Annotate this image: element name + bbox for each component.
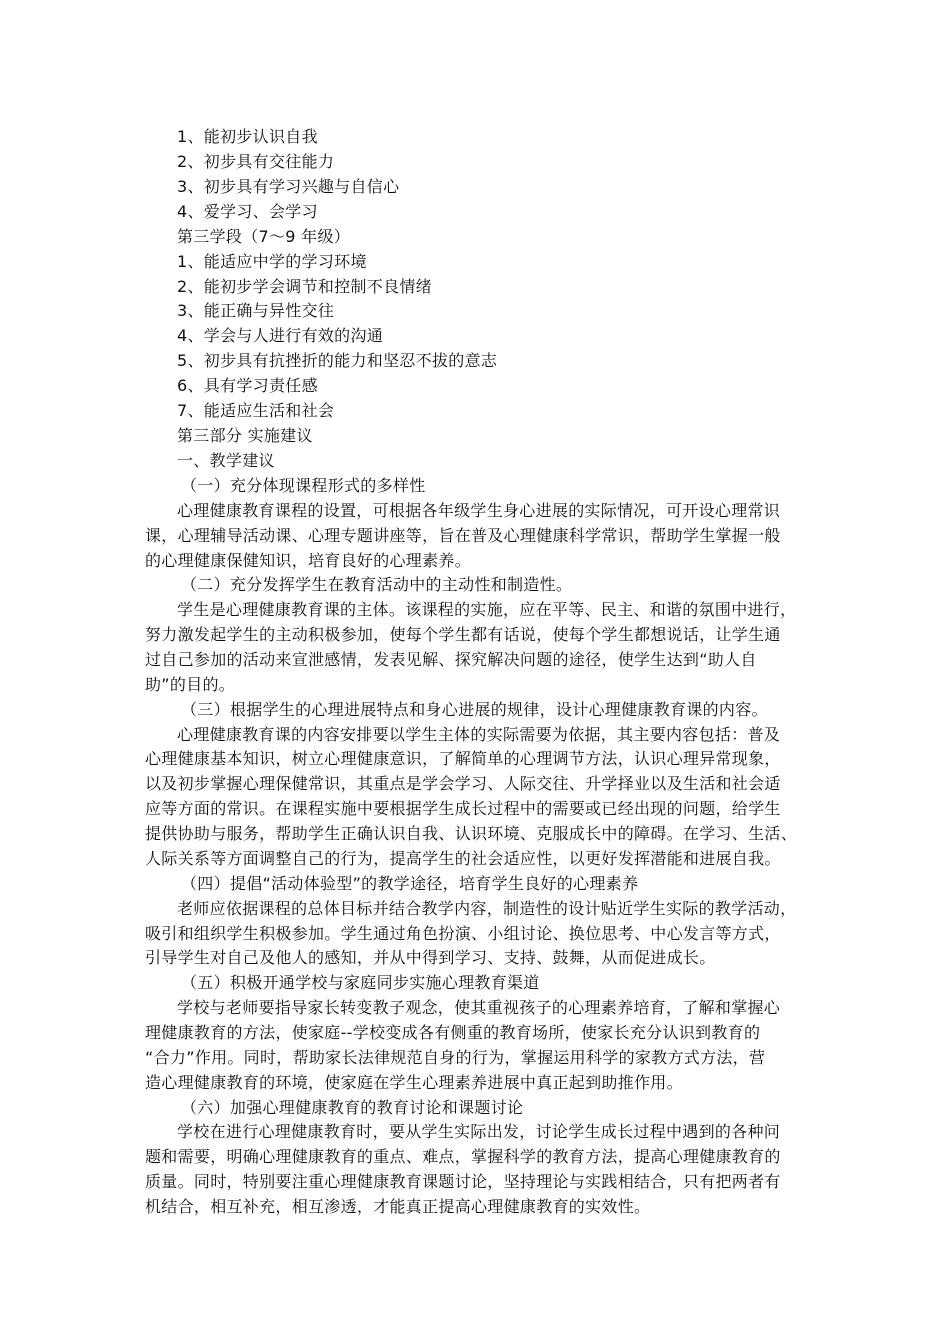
paragraph-line: 题和需要，明确心理健康教育的重点、难点，掌握科学的教育方法，提高心理健康教育的 — [145, 1147, 781, 1166]
paragraph-line: 心理健康基本知识，树立心理健康意识，了解简单的心理调节方法，认识心理异常现象， — [145, 749, 781, 768]
paragraph-line: 心理健康教育课程的设置，可根据各年级学生身心进展的实际情况，可开设心理常识 — [177, 501, 781, 520]
paragraph-line: 学校与老师要指导家长转变教子观念，使其重视孩子的心理素养培育，了解和掌握心 — [177, 998, 781, 1017]
paragraph-line: 应等方面的常识。在课程实施中要根据学生成长过程中的需要或已经出现的问题，给学生 — [145, 799, 781, 818]
paragraph-line: 质量。同时，特别要注重心理健康教育课题讨论，坚持理论与实践相结合，只有把两者有 — [145, 1172, 781, 1191]
paragraph-line: 造心理健康教育的环境，使家庭在学生心理素养进展中真正起到助推作用。 — [145, 1073, 683, 1092]
part-heading: 第三部分 实施建议 — [177, 426, 313, 445]
list-item: 3、能正确与异性交往 — [177, 301, 335, 320]
paragraph-line: 努力激发起学生的主动积极参加，使每个学生都有话说，使每个学生都想说话，让学生通 — [145, 625, 781, 644]
paragraph-line: 吸引和组织学生积极参加。学生通过角色扮演、小组讨论、换位思考、中心发言等方式， — [145, 924, 781, 943]
list-item: 5、初步具有抗挫折的能力和坚忍不拔的意志 — [177, 351, 498, 370]
subsection-heading: （一）充分体现课程形式的多样性 — [181, 476, 426, 495]
section-heading: 一、教学建议 — [177, 451, 275, 470]
stage-heading: 第三学段（7～9 年级） — [177, 227, 351, 246]
paragraph-line: 以及初步掌握心理保健常识，其重点是学会学习、人际交往、升学择业以及生活和社会适 — [145, 774, 781, 793]
subsection-heading: （四）提倡“活动体验型”的教学途径，培育学生良好的心理素养 — [181, 874, 639, 893]
paragraph-line: 人际关系等方面调整自己的行为，提高学生的社会适应性，以更好发挥潜能和进展自我。 — [145, 849, 781, 868]
paragraph-line: 学生是心理健康教育课的主体。该课程的实施，应在平等、民主、和谐的氛围中进行， — [177, 600, 797, 619]
paragraph-line: 的心理健康保健知识，培育良好的心理素养。 — [145, 551, 472, 570]
list-item: 3、初步具有学习兴趣与自信心 — [177, 177, 400, 196]
list-item: 7、能适应生活和社会 — [177, 401, 335, 420]
paragraph-line: 心理健康教育课的内容安排要以学生主体的实际需要为依据，其主要内容包括：普及 — [177, 725, 781, 744]
paragraph-line: 机结合，相互补充，相互渗透，才能真正提高心理健康教育的实效性。 — [145, 1197, 651, 1216]
paragraph-line: 学校在进行心理健康教育时，要从学生实际出发，讨论学生成长过程中遇到的各种问 — [177, 1122, 781, 1141]
paragraph-line: 提供协助与服务，帮助学生正确认识自我、认识环境、克服成长中的障碍。在学习、生活、 — [145, 824, 798, 843]
list-item: 1、能初步认识自我 — [177, 127, 318, 146]
paragraph-line: 引导学生对自己及他人的感知，并从中得到学习、支持、鼓舞，从而促进成长。 — [145, 948, 716, 967]
list-item: 2、初步具有交往能力 — [177, 152, 335, 171]
list-item: 2、能初步学会调节和控制不良情绪 — [177, 277, 432, 296]
paragraph-line: 课，心理辅导活动课、心理专题讲座等，旨在普及心理健康科学常识，帮助学生掌握一般 — [145, 526, 781, 545]
paragraph-line: 过自己参加的活动来宣泄感情，发表见解、探究解决问题的途径，使学生达到“助人自 — [145, 650, 757, 669]
list-item: 4、学会与人进行有效的沟通 — [177, 326, 384, 345]
subsection-heading: （三）根据学生的心理进展特点和身心进展的规律，设计心理健康教育课的内容。 — [181, 700, 768, 719]
paragraph-line: 理健康教育的方法，使家庭--学校变成各有侧重的教育场所，使家长充分认识到教育的 — [145, 1023, 761, 1042]
subsection-heading: （六）加强心理健康教育的教育讨论和课题讨论 — [181, 1098, 524, 1117]
paragraph-line: 老师应依据课程的总体目标并结合教学内容，制造性的设计贴近学生实际的教学活动， — [177, 899, 797, 918]
subsection-heading: （二）充分发挥学生在教育活动中的主动性和制造性。 — [181, 575, 573, 594]
subsection-heading: （五）积极开通学校与家庭同步实施心理教育渠道 — [181, 973, 540, 992]
list-item: 1、能适应中学的学习环境 — [177, 252, 367, 271]
paragraph-line: “合力”作用。同时，帮助家长法律规范自身的行为，掌握运用科学的家教方式方法，营 — [145, 1048, 766, 1067]
list-item: 4、爱学习、会学习 — [177, 202, 318, 221]
paragraph-line: 助”的目的。 — [145, 675, 236, 694]
list-item: 6、具有学习责任感 — [177, 376, 318, 395]
